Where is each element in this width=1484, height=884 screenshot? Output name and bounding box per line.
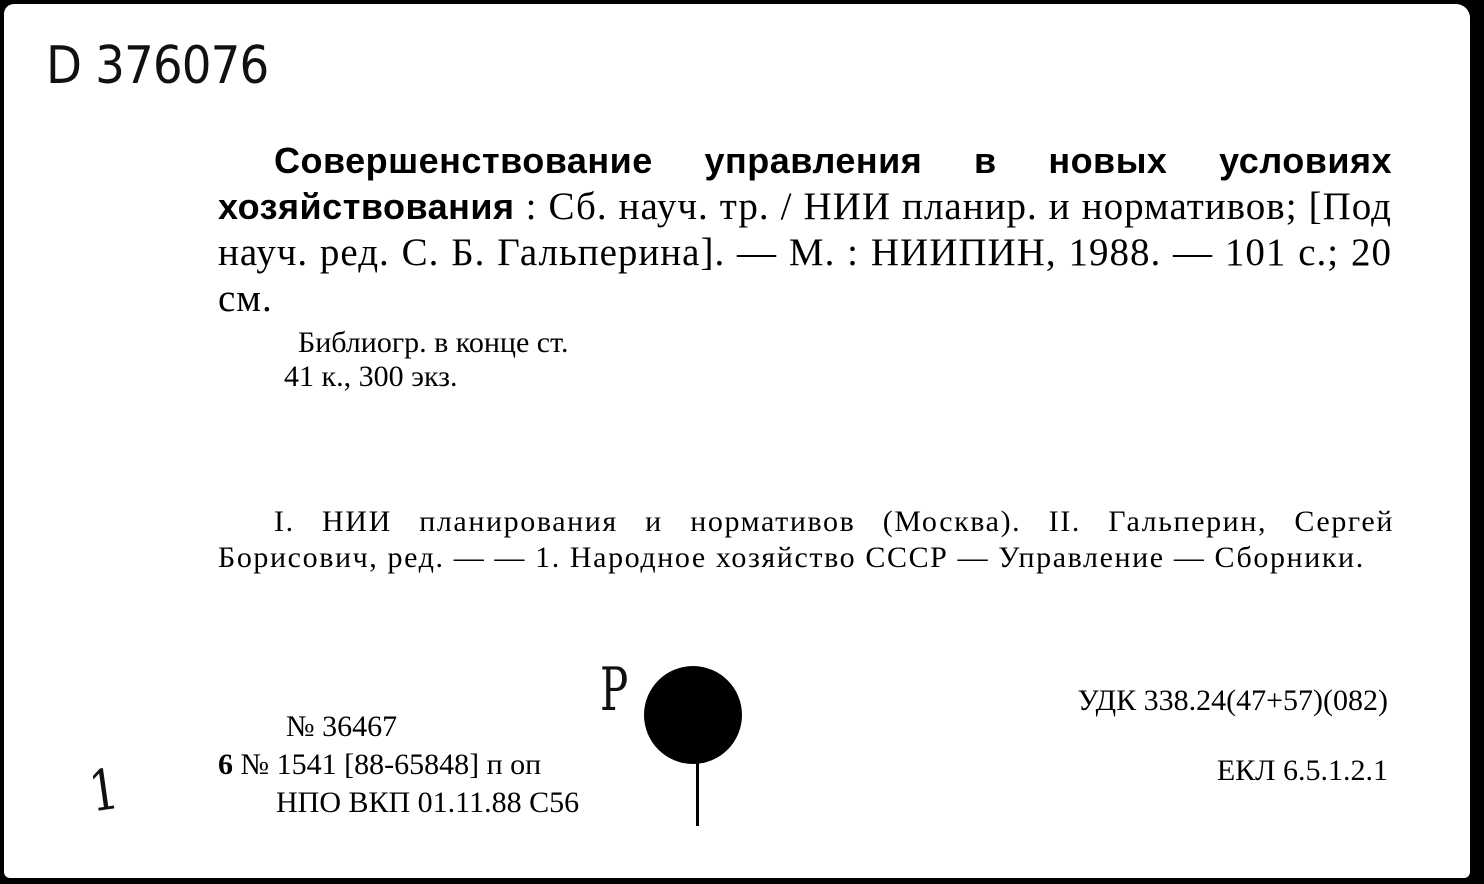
- book-chamber-prefix: 6: [218, 748, 233, 781]
- punch-hole-tail: [696, 760, 699, 826]
- punch-hole-mark: [644, 666, 742, 764]
- book-title: Совершенствование управления в новых условиях хозяйствования: [218, 140, 1392, 227]
- catalog-card: [4, 4, 1470, 878]
- subject-tracings: I. НИИ планирования и нормативов (Москва). II. Гальперин, Сергей Борисович, ред. — — 1. Народное хозяйство СССР — Управление — Сборники.: [218, 505, 1394, 574]
- udk-code: УДК 338.24(47+57)(082): [1077, 684, 1388, 717]
- call-number: D 376076: [46, 36, 269, 96]
- printing-info: НПО ВКП 01.11.88 С56: [276, 786, 580, 819]
- handwritten-letter: P: [600, 655, 629, 725]
- accession-number: № 36467: [286, 710, 398, 743]
- handwritten-corner-mark: 1: [85, 757, 123, 826]
- bibliography-note: Библиогр. в конце ст.: [298, 326, 569, 359]
- publication-details: : Сб. науч. тр. / НИИ планир. и нормативов; [Под науч. ред. С. Б. Гальперина]. — М. : НИИПИН, 1988. — 101 с.; 20 см.: [218, 185, 1392, 320]
- bibliographic-description: [218, 138, 1392, 322]
- ekl-code: ЕКЛ 6.5.1.2.1: [1216, 754, 1388, 787]
- book-chamber-rest: № 1541 [88-65848] п оп: [233, 748, 542, 781]
- price-note: 41 к., 300 экз.: [284, 360, 458, 393]
- book-chamber-number: [218, 750, 541, 780]
